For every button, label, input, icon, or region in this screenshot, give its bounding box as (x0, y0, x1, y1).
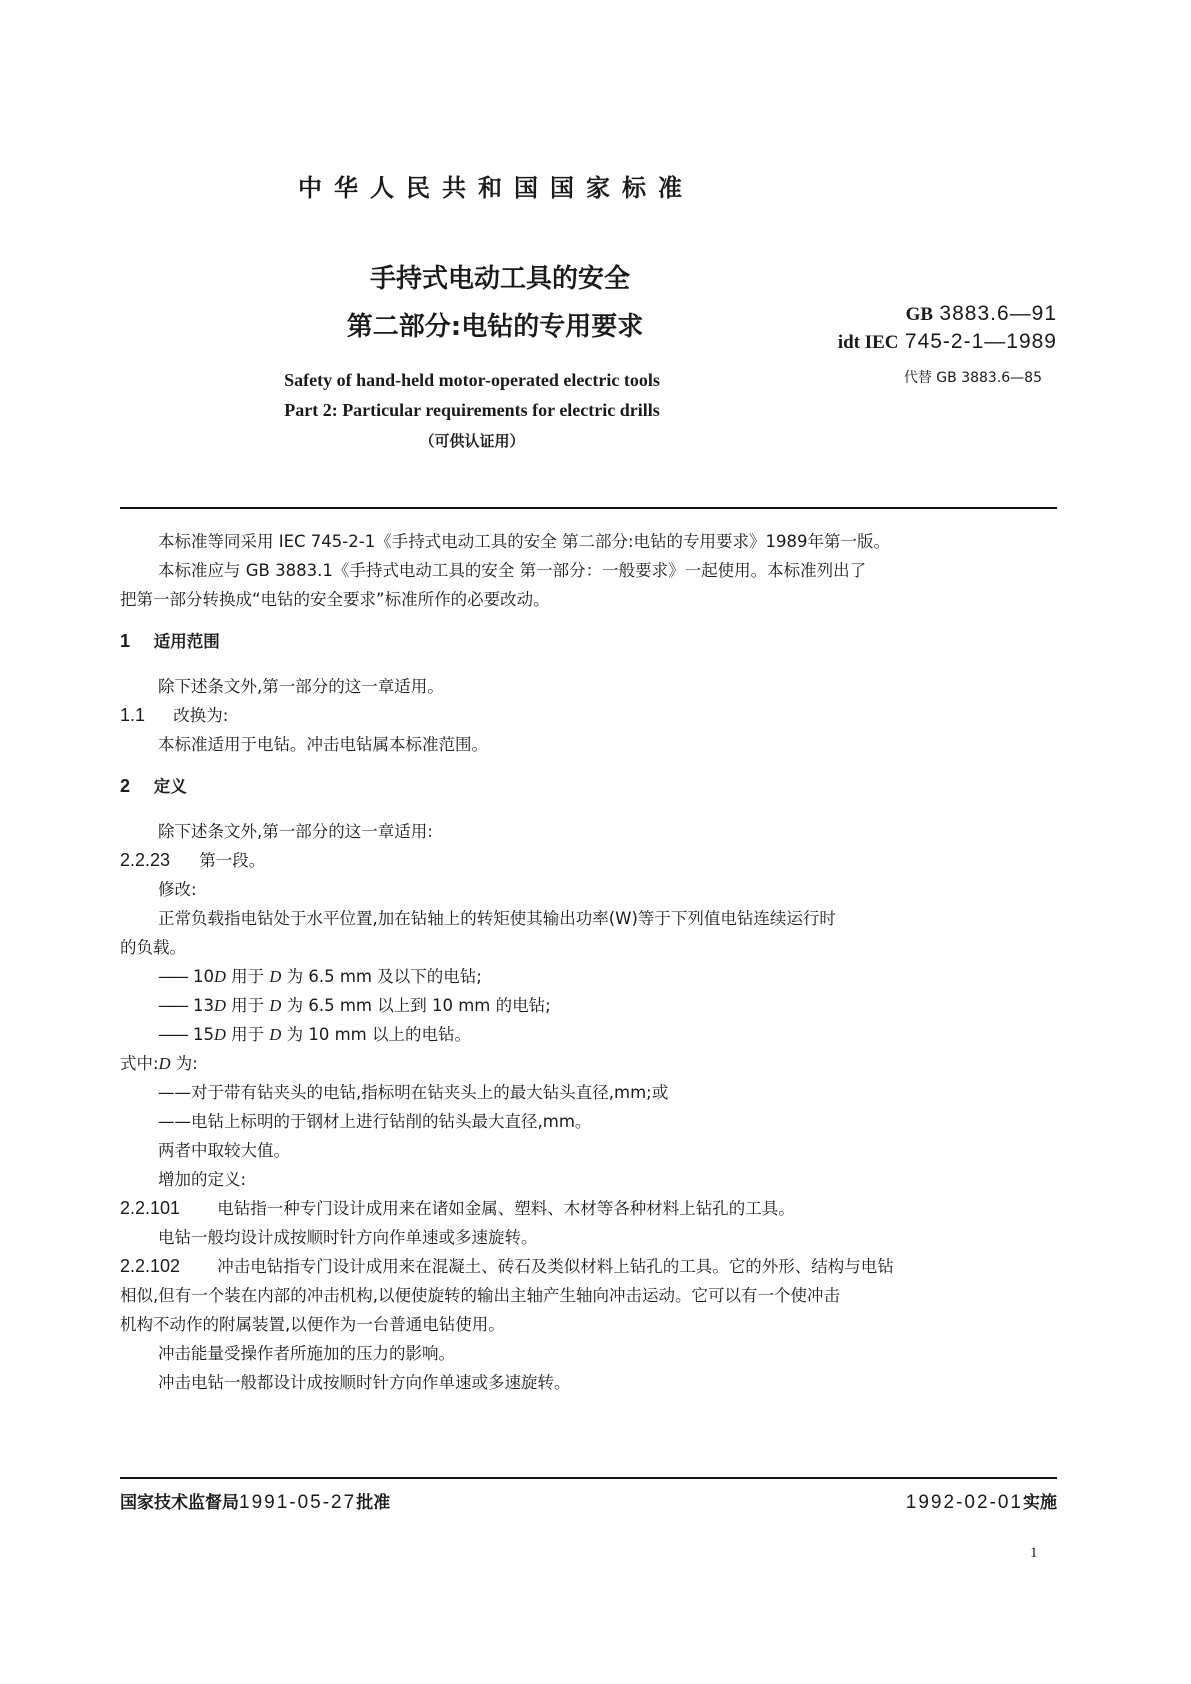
title-en-line2: Part 2: Particular requirements for electric drills (284, 400, 660, 420)
where-clause (120, 1050, 198, 1074)
section-2-title: 定义 (153, 777, 187, 796)
coefficient: 15 (193, 1025, 214, 1044)
title-en-line1: Safety of hand-held motor-operated electric tools (284, 370, 660, 390)
coefficient: 13 (193, 996, 214, 1015)
header-divider (120, 507, 1057, 509)
variable-d: D (214, 1025, 226, 1044)
title-cn-line1: 手持式电动工具的安全 (369, 264, 630, 294)
section-1-title: 适用范围 (153, 632, 220, 651)
clause-2-2-102 (120, 1253, 894, 1277)
section-2-heading (120, 773, 187, 797)
list-text: 为 10 mm 以上的电钻。 (281, 1025, 471, 1044)
section-1-number: 1 (120, 631, 131, 651)
clause-1-1 (120, 702, 228, 726)
clause-2-2-102-line3: 机构不动作的附属装置,以便作为一台普通电钻使用。 (120, 1315, 505, 1334)
modify-label: 修改: (158, 880, 197, 899)
list-text: 为 6.5 mm 及以下的电钻; (281, 967, 482, 986)
list-text: 用于 (225, 967, 270, 986)
normal-load-line2: 的负载。 (120, 938, 186, 957)
load-list-item (158, 992, 551, 1016)
intro-paragraph-1: 本标准等同采用 IEC 745-2-1《手持式电动工具的安全 第二部分:电钻的专用要求》1989年第一版。 (158, 532, 890, 551)
dash-glyph: —— (158, 996, 187, 1015)
variable-d: D (214, 996, 226, 1015)
certification-note: （可供认证用） (419, 432, 525, 450)
coefficient: 10 (193, 967, 214, 986)
standard-code-block (812, 300, 1057, 356)
clause-2-2-102-number: 2.2.102 (120, 1256, 181, 1276)
section-2-text: 除下述条文外,第一部分的这一章适用: (158, 822, 433, 841)
idt-code (812, 328, 1057, 356)
dash-glyph: —— (158, 967, 187, 986)
variable-d: D (269, 967, 282, 986)
page-number: 1 (1030, 1545, 1038, 1561)
approval-date: 1991-05-27 (239, 1492, 357, 1513)
gb-code-label: GB (905, 304, 934, 325)
variable-d: D (214, 967, 226, 986)
effective-date: 1992-02-01 (905, 1492, 1023, 1513)
normal-load-line1: 正常负载指电钻处于水平位置,加在钻轴上的转矩使其输出功率(W)等于下列值电钻连续运行时 (158, 909, 836, 928)
intro-paragraph-2-line1: 本标准应与 GB 3883.1《手持式电动工具的安全 第一部分：一般要求》一起使用。本标准列出了 (158, 561, 867, 580)
clause-2-2-23-number: 2.2.23 (120, 850, 171, 870)
gb-code-number: 3883.6—91 (939, 302, 1057, 325)
clause-1-1-text: 本标准适用于电钻。冲击电钻属本标准范围。 (158, 735, 488, 754)
dash-glyph: —— (158, 1025, 187, 1044)
intro-paragraph-2-line2: 把第一部分转换成“电钻的安全要求”标准所作的必要改动。 (120, 590, 550, 609)
variable-d: D (158, 1054, 171, 1073)
clause-2-2-101-number: 2.2.101 (120, 1198, 181, 1218)
clause-2-2-101 (120, 1195, 795, 1219)
load-list-item (158, 1021, 471, 1045)
variable-d: D (269, 1025, 282, 1044)
where-suffix: 为: (170, 1054, 198, 1073)
clause-2-2-101-text: 电钻指一种专门设计成用来在诸如金属、塑料、木材等各种材料上钻孔的工具。 (217, 1199, 795, 1218)
footer-divider (120, 1477, 1057, 1479)
clause-2-2-102-line1: 冲击电钻指专门设计成用来在混凝土、砖石及类似材料上钻孔的工具。它的外形、结构与电钻 (217, 1257, 894, 1276)
approver: 国家技术监督局 (120, 1493, 239, 1513)
idt-code-number: 745-2-1—1989 (904, 330, 1057, 353)
gb-code (812, 300, 1057, 328)
where-item-2: ——电钻上标明的于钢材上进行钻削的钻头最大直径,mm。 (158, 1112, 592, 1131)
replaces-standard: 代替 GB 3883.6—85 (903, 370, 1042, 386)
list-text: 为 6.5 mm 以上到 10 mm 的电钻; (281, 996, 551, 1015)
national-standard-heading: 中华人民共和国国家标准 (298, 174, 694, 202)
list-text: 用于 (225, 996, 270, 1015)
effective-info (906, 1488, 1057, 1514)
approval-label: 批准 (356, 1493, 391, 1513)
approval-info (120, 1488, 390, 1514)
added-definitions-label: 增加的定义: (158, 1170, 247, 1189)
clause-2-2-102-line2: 相似,但有一个装在内部的冲击机构,以便使旋转的输出主轴产生轴向冲击运动。它可以有一个使冲击 (120, 1286, 840, 1305)
load-list-item (158, 963, 482, 987)
where-item-1: ——对于带有钻夹头的电钻,指标明在钻夹头上的最大钻头直径,mm;或 (158, 1083, 669, 1102)
impact-rotation-note: 冲击电钻一般都设计成按顺时针方向作单速或多速旋转。 (158, 1373, 571, 1392)
clause-2-2-23-title: 第一段。 (199, 851, 266, 870)
clause-1-1-number: 1.1 (120, 705, 146, 725)
clause-1-1-title: 改换为: (173, 706, 229, 725)
section-2-number: 2 (120, 776, 131, 796)
variable-d: D (269, 996, 282, 1015)
list-text: 用于 (225, 1025, 270, 1044)
title-cn-line2: 第二部分:电钻的专用要求 (346, 312, 644, 342)
impact-energy-note: 冲击能量受操作者所施加的压力的影响。 (158, 1344, 455, 1363)
section-1-text: 除下述条文外,第一部分的这一章适用。 (158, 677, 444, 696)
clause-2-2-101-note: 电钻一般均设计成按顺时针方向作单速或多速旋转。 (158, 1228, 538, 1247)
effective-label: 实施 (1023, 1493, 1057, 1513)
section-1-heading (120, 628, 220, 652)
larger-value-note: 两者中取较大值。 (158, 1141, 290, 1160)
idt-code-label: idt IEC (837, 332, 899, 353)
clause-2-2-23 (120, 847, 265, 871)
where-prefix: 式中: (120, 1054, 159, 1073)
